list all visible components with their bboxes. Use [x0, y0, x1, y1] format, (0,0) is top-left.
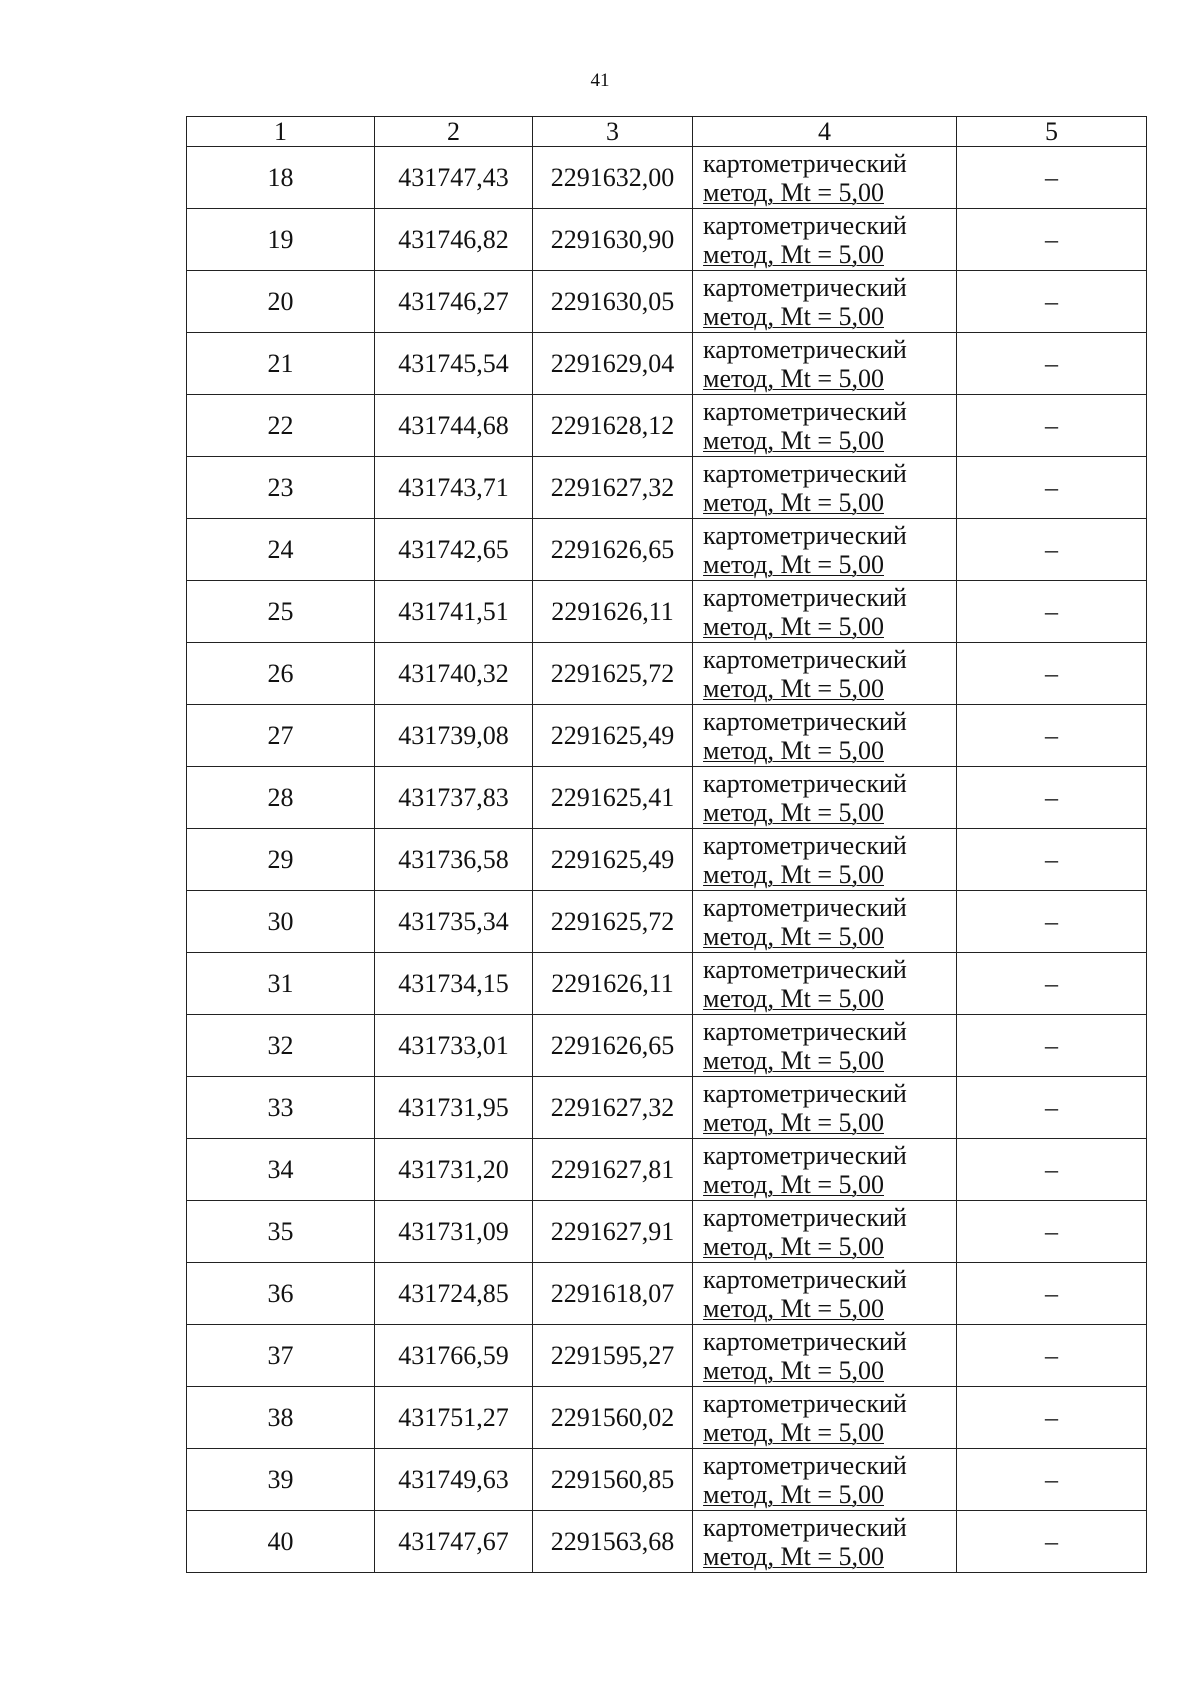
- description-cell: –: [957, 1077, 1147, 1139]
- method-cell: [693, 1449, 957, 1511]
- table-row: [187, 271, 1147, 333]
- point-number-cell: 28: [187, 767, 375, 829]
- point-number-cell: 33: [187, 1077, 375, 1139]
- point-number-cell: 30: [187, 891, 375, 953]
- x-coordinate-cell: 431731,20: [375, 1139, 533, 1201]
- method-line-1: картометрический: [703, 520, 907, 550]
- method-line-2: метод, Mt = 5,00: [703, 1107, 884, 1137]
- table-row: [187, 1139, 1147, 1201]
- x-coordinate-cell: 431735,34: [375, 891, 533, 953]
- y-coordinate-cell: 2291627,91: [533, 1201, 693, 1263]
- description-cell: –: [957, 519, 1147, 581]
- method-line-2: метод, Mt = 5,00: [703, 1541, 884, 1571]
- description-cell: –: [957, 1511, 1147, 1573]
- x-coordinate-cell: 431734,15: [375, 953, 533, 1015]
- method-line-2: метод, Mt = 5,00: [703, 363, 884, 393]
- method-line-1: картометрический: [703, 1450, 907, 1480]
- method-line-1: картометрический: [703, 954, 907, 984]
- y-coordinate-cell: 2291627,81: [533, 1139, 693, 1201]
- method-line-1: картометрический: [703, 334, 907, 364]
- description-cell: –: [957, 829, 1147, 891]
- point-number-cell: 20: [187, 271, 375, 333]
- method-line-2: метод, Mt = 5,00: [703, 1293, 884, 1323]
- method-cell: [693, 333, 957, 395]
- table-row: [187, 1511, 1147, 1573]
- table-row: [187, 829, 1147, 891]
- method-cell: [693, 1077, 957, 1139]
- point-number-cell: 32: [187, 1015, 375, 1077]
- method-line-2: метод, Mt = 5,00: [703, 921, 884, 951]
- table-row: [187, 643, 1147, 705]
- table-row: [187, 705, 1147, 767]
- table-row: [187, 333, 1147, 395]
- method-line-2: метод, Mt = 5,00: [703, 983, 884, 1013]
- y-coordinate-cell: 2291560,02: [533, 1387, 693, 1449]
- point-number-cell: 23: [187, 457, 375, 519]
- method-line-1: картометрический: [703, 272, 907, 302]
- description-cell: –: [957, 147, 1147, 209]
- description-cell: –: [957, 705, 1147, 767]
- method-line-1: картометрический: [703, 210, 907, 240]
- y-coordinate-cell: 2291625,49: [533, 829, 693, 891]
- table-row: [187, 457, 1147, 519]
- x-coordinate-cell: 431739,08: [375, 705, 533, 767]
- description-cell: –: [957, 1387, 1147, 1449]
- description-cell: –: [957, 891, 1147, 953]
- method-cell: [693, 1387, 957, 1449]
- table-row: [187, 519, 1147, 581]
- method-line-2: метод, Mt = 5,00: [703, 1169, 884, 1199]
- point-number-cell: 24: [187, 519, 375, 581]
- method-cell: [693, 147, 957, 209]
- method-cell: [693, 519, 957, 581]
- y-coordinate-cell: 2291625,41: [533, 767, 693, 829]
- y-coordinate-cell: 2291563,68: [533, 1511, 693, 1573]
- table-row: [187, 581, 1147, 643]
- method-line-1: картометрический: [703, 1512, 907, 1542]
- method-line-2: метод, Mt = 5,00: [703, 735, 884, 765]
- point-number-cell: 34: [187, 1139, 375, 1201]
- description-cell: –: [957, 643, 1147, 705]
- method-cell: [693, 209, 957, 271]
- method-line-2: метод, Mt = 5,00: [703, 487, 884, 517]
- y-coordinate-cell: 2291630,90: [533, 209, 693, 271]
- x-coordinate-cell: 431747,43: [375, 147, 533, 209]
- method-cell: [693, 643, 957, 705]
- method-line-2: метод, Mt = 5,00: [703, 859, 884, 889]
- method-line-2: метод, Mt = 5,00: [703, 1417, 884, 1447]
- method-cell: [693, 1201, 957, 1263]
- method-line-1: картометрический: [703, 1388, 907, 1418]
- method-line-1: картометрический: [703, 768, 907, 798]
- table-row: [187, 1325, 1147, 1387]
- method-line-2: метод, Mt = 5,00: [703, 177, 884, 207]
- y-coordinate-cell: 2291625,72: [533, 643, 693, 705]
- method-cell: [693, 767, 957, 829]
- method-cell: [693, 1015, 957, 1077]
- method-line-1: картометрический: [703, 830, 907, 860]
- method-line-1: картометрический: [703, 644, 907, 674]
- x-coordinate-cell: 431743,71: [375, 457, 533, 519]
- table-row: [187, 1449, 1147, 1511]
- method-line-2: метод, Mt = 5,00: [703, 549, 884, 579]
- table-body: [187, 147, 1147, 1573]
- point-number-cell: 38: [187, 1387, 375, 1449]
- header-row: [187, 117, 1147, 147]
- description-cell: –: [957, 395, 1147, 457]
- header-cell: 4: [693, 117, 957, 147]
- table-row: [187, 1077, 1147, 1139]
- description-cell: –: [957, 1015, 1147, 1077]
- description-cell: –: [957, 1325, 1147, 1387]
- method-line-2: метод, Mt = 5,00: [703, 1231, 884, 1261]
- x-coordinate-cell: 431737,83: [375, 767, 533, 829]
- y-coordinate-cell: 2291630,05: [533, 271, 693, 333]
- y-coordinate-cell: 2291626,65: [533, 1015, 693, 1077]
- y-coordinate-cell: 2291629,04: [533, 333, 693, 395]
- x-coordinate-cell: 431742,65: [375, 519, 533, 581]
- table-row: [187, 767, 1147, 829]
- method-cell: [693, 1325, 957, 1387]
- method-cell: [693, 953, 957, 1015]
- point-number-cell: 40: [187, 1511, 375, 1573]
- description-cell: –: [957, 581, 1147, 643]
- point-number-cell: 27: [187, 705, 375, 767]
- x-coordinate-cell: 431731,09: [375, 1201, 533, 1263]
- x-coordinate-cell: 431746,82: [375, 209, 533, 271]
- table-row: [187, 209, 1147, 271]
- method-line-1: картометрический: [703, 148, 907, 178]
- x-coordinate-cell: 431731,95: [375, 1077, 533, 1139]
- method-line-1: картометрический: [703, 458, 907, 488]
- coordinates-table: [186, 116, 1147, 1573]
- table-row: [187, 1015, 1147, 1077]
- method-line-2: метод, Mt = 5,00: [703, 239, 884, 269]
- table-row: [187, 953, 1147, 1015]
- method-line-1: картометрический: [703, 1140, 907, 1170]
- method-line-2: метод, Mt = 5,00: [703, 425, 884, 455]
- point-number-cell: 29: [187, 829, 375, 891]
- method-line-2: метод, Mt = 5,00: [703, 797, 884, 827]
- y-coordinate-cell: 2291618,07: [533, 1263, 693, 1325]
- x-coordinate-cell: 431751,27: [375, 1387, 533, 1449]
- point-number-cell: 18: [187, 147, 375, 209]
- point-number-cell: 26: [187, 643, 375, 705]
- method-cell: [693, 395, 957, 457]
- method-cell: [693, 271, 957, 333]
- method-line-1: картометрический: [703, 582, 907, 612]
- point-number-cell: 39: [187, 1449, 375, 1511]
- method-line-1: картометрический: [703, 892, 907, 922]
- point-number-cell: 35: [187, 1201, 375, 1263]
- method-cell: [693, 1263, 957, 1325]
- method-line-1: картометрический: [703, 1016, 907, 1046]
- table-row: [187, 891, 1147, 953]
- description-cell: –: [957, 1139, 1147, 1201]
- method-line-2: метод, Mt = 5,00: [703, 1045, 884, 1075]
- method-line-2: метод, Mt = 5,00: [703, 611, 884, 641]
- method-line-1: картометрический: [703, 1264, 907, 1294]
- method-line-2: метод, Mt = 5,00: [703, 1479, 884, 1509]
- point-number-cell: 36: [187, 1263, 375, 1325]
- description-cell: –: [957, 1201, 1147, 1263]
- table-row: [187, 1263, 1147, 1325]
- y-coordinate-cell: 2291627,32: [533, 457, 693, 519]
- description-cell: –: [957, 271, 1147, 333]
- header-cell: 5: [957, 117, 1147, 147]
- y-coordinate-cell: 2291625,72: [533, 891, 693, 953]
- x-coordinate-cell: 431766,59: [375, 1325, 533, 1387]
- description-cell: –: [957, 333, 1147, 395]
- method-line-2: метод, Mt = 5,00: [703, 673, 884, 703]
- x-coordinate-cell: 431736,58: [375, 829, 533, 891]
- point-number-cell: 22: [187, 395, 375, 457]
- table-row: [187, 147, 1147, 209]
- method-cell: [693, 1139, 957, 1201]
- point-number-cell: 37: [187, 1325, 375, 1387]
- y-coordinate-cell: 2291632,00: [533, 147, 693, 209]
- method-line-2: метод, Mt = 5,00: [703, 301, 884, 331]
- y-coordinate-cell: 2291626,65: [533, 519, 693, 581]
- point-number-cell: 21: [187, 333, 375, 395]
- method-line-1: картометрический: [703, 396, 907, 426]
- header-cell: 2: [375, 117, 533, 147]
- method-cell: [693, 457, 957, 519]
- method-line-1: картометрический: [703, 706, 907, 736]
- y-coordinate-cell: 2291627,32: [533, 1077, 693, 1139]
- method-line-1: картометрический: [703, 1078, 907, 1108]
- y-coordinate-cell: 2291626,11: [533, 953, 693, 1015]
- table-row: [187, 1387, 1147, 1449]
- method-line-1: картометрический: [703, 1202, 907, 1232]
- point-number-cell: 19: [187, 209, 375, 271]
- method-cell: [693, 581, 957, 643]
- y-coordinate-cell: 2291628,12: [533, 395, 693, 457]
- x-coordinate-cell: 431724,85: [375, 1263, 533, 1325]
- description-cell: –: [957, 457, 1147, 519]
- description-cell: –: [957, 767, 1147, 829]
- method-cell: [693, 829, 957, 891]
- page-number: 41: [590, 70, 610, 91]
- point-number-cell: 31: [187, 953, 375, 1015]
- description-cell: –: [957, 953, 1147, 1015]
- header-cell: 1: [187, 117, 375, 147]
- method-line-1: картометрический: [703, 1326, 907, 1356]
- description-cell: –: [957, 209, 1147, 271]
- method-cell: [693, 1511, 957, 1573]
- table-row: [187, 395, 1147, 457]
- x-coordinate-cell: 431746,27: [375, 271, 533, 333]
- method-line-2: метод, Mt = 5,00: [703, 1355, 884, 1385]
- y-coordinate-cell: 2291595,27: [533, 1325, 693, 1387]
- x-coordinate-cell: 431744,68: [375, 395, 533, 457]
- y-coordinate-cell: 2291625,49: [533, 705, 693, 767]
- header-cell: 3: [533, 117, 693, 147]
- x-coordinate-cell: 431749,63: [375, 1449, 533, 1511]
- x-coordinate-cell: 431747,67: [375, 1511, 533, 1573]
- x-coordinate-cell: 431733,01: [375, 1015, 533, 1077]
- description-cell: –: [957, 1449, 1147, 1511]
- table-row: [187, 1201, 1147, 1263]
- method-cell: [693, 891, 957, 953]
- x-coordinate-cell: 431740,32: [375, 643, 533, 705]
- y-coordinate-cell: 2291626,11: [533, 581, 693, 643]
- table-header: [187, 117, 1147, 147]
- description-cell: –: [957, 1263, 1147, 1325]
- x-coordinate-cell: 431745,54: [375, 333, 533, 395]
- y-coordinate-cell: 2291560,85: [533, 1449, 693, 1511]
- method-cell: [693, 705, 957, 767]
- point-number-cell: 25: [187, 581, 375, 643]
- x-coordinate-cell: 431741,51: [375, 581, 533, 643]
